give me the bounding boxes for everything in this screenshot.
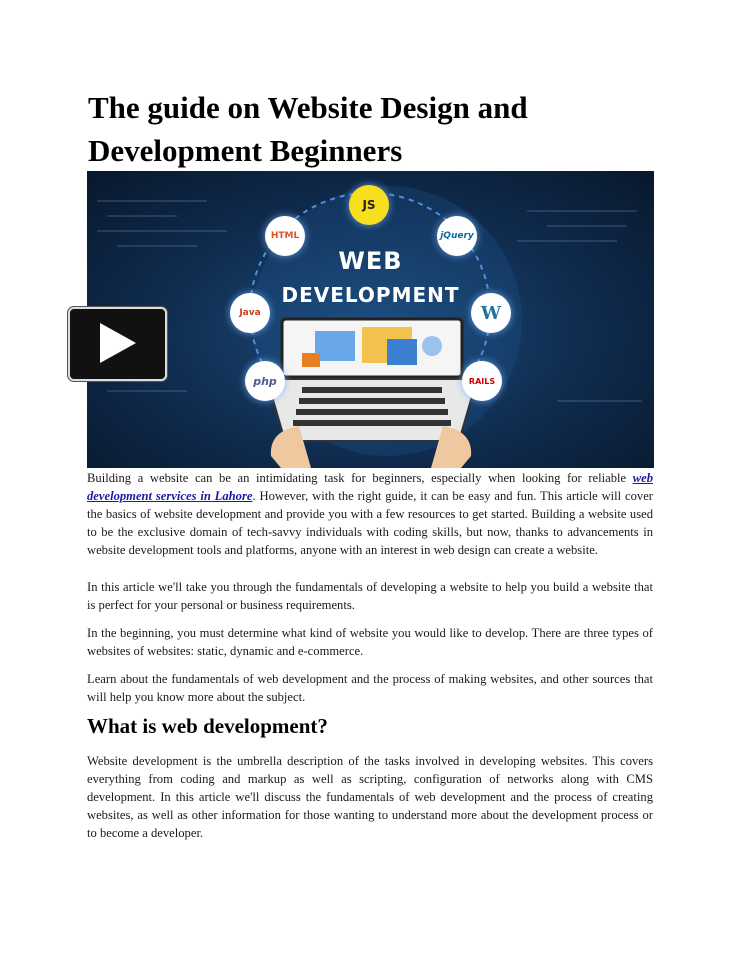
java-badge-icon: Java (230, 293, 270, 333)
rails-badge-icon: RAILS (462, 361, 502, 401)
hero-caption-development: DEVELOPMENT (281, 283, 460, 307)
php-badge-icon: php (245, 361, 285, 401)
article-overview-paragraph: In this article we'll take you through the fundamentals of developing a website to help you build a website that is perfect for your personal or business requirements. (87, 580, 653, 612)
hero-image (87, 171, 654, 468)
section-heading: What is web development? (87, 714, 328, 738)
intro-text-end: . However, with the right guide, it can be easy and fun. This article will cover the basics of website development and provide you with a few resources to get started. Building a website used to be the exclusive domain of tech-savvy individuals with coding skills, but now, thanks to advancements in website development tools and platforms, anyone with an interest in web design can create a website. (87, 489, 653, 557)
jquery-badge-icon: jQuery (437, 216, 477, 256)
intro-text-start: Building a website can be an intimidating task for beginners, especially when looking for reliable (87, 471, 633, 485)
web-development-services-link[interactable]: web development services in Lahore (87, 471, 653, 503)
web-development-definition-paragraph: Website development is the umbrella description of the tasks involved in developing websites. This covers everything from coding and markup as well as scripting, configuration of networks along with CMS development. In this article we'll discuss the fundamentals of web development and the process of creating websites, as well as other information for those wanting to understand more about the development process or to become a developer. (87, 754, 653, 840)
play-icon (100, 323, 136, 363)
page-title: The guide on Website Design and Development Beginners (88, 90, 528, 168)
learn-fundamentals-paragraph: Learn about the fundamentals of web development and the process of making websites, and other sources that will help you know more about the subject. (87, 672, 653, 704)
html5-badge-icon: HTML (265, 216, 305, 256)
hero-caption-web: WEB (338, 247, 403, 275)
wordpress-badge-icon: W (471, 293, 511, 333)
javascript-badge-icon: JS (349, 185, 389, 225)
intro-paragraph (87, 469, 653, 559)
website-types-paragraph: In the beginning, you must determine what kind of website you would like to develop. There are three types of websites of websites: static, dynamic and e-commerce. (87, 626, 653, 658)
video-play-button[interactable] (68, 307, 167, 381)
